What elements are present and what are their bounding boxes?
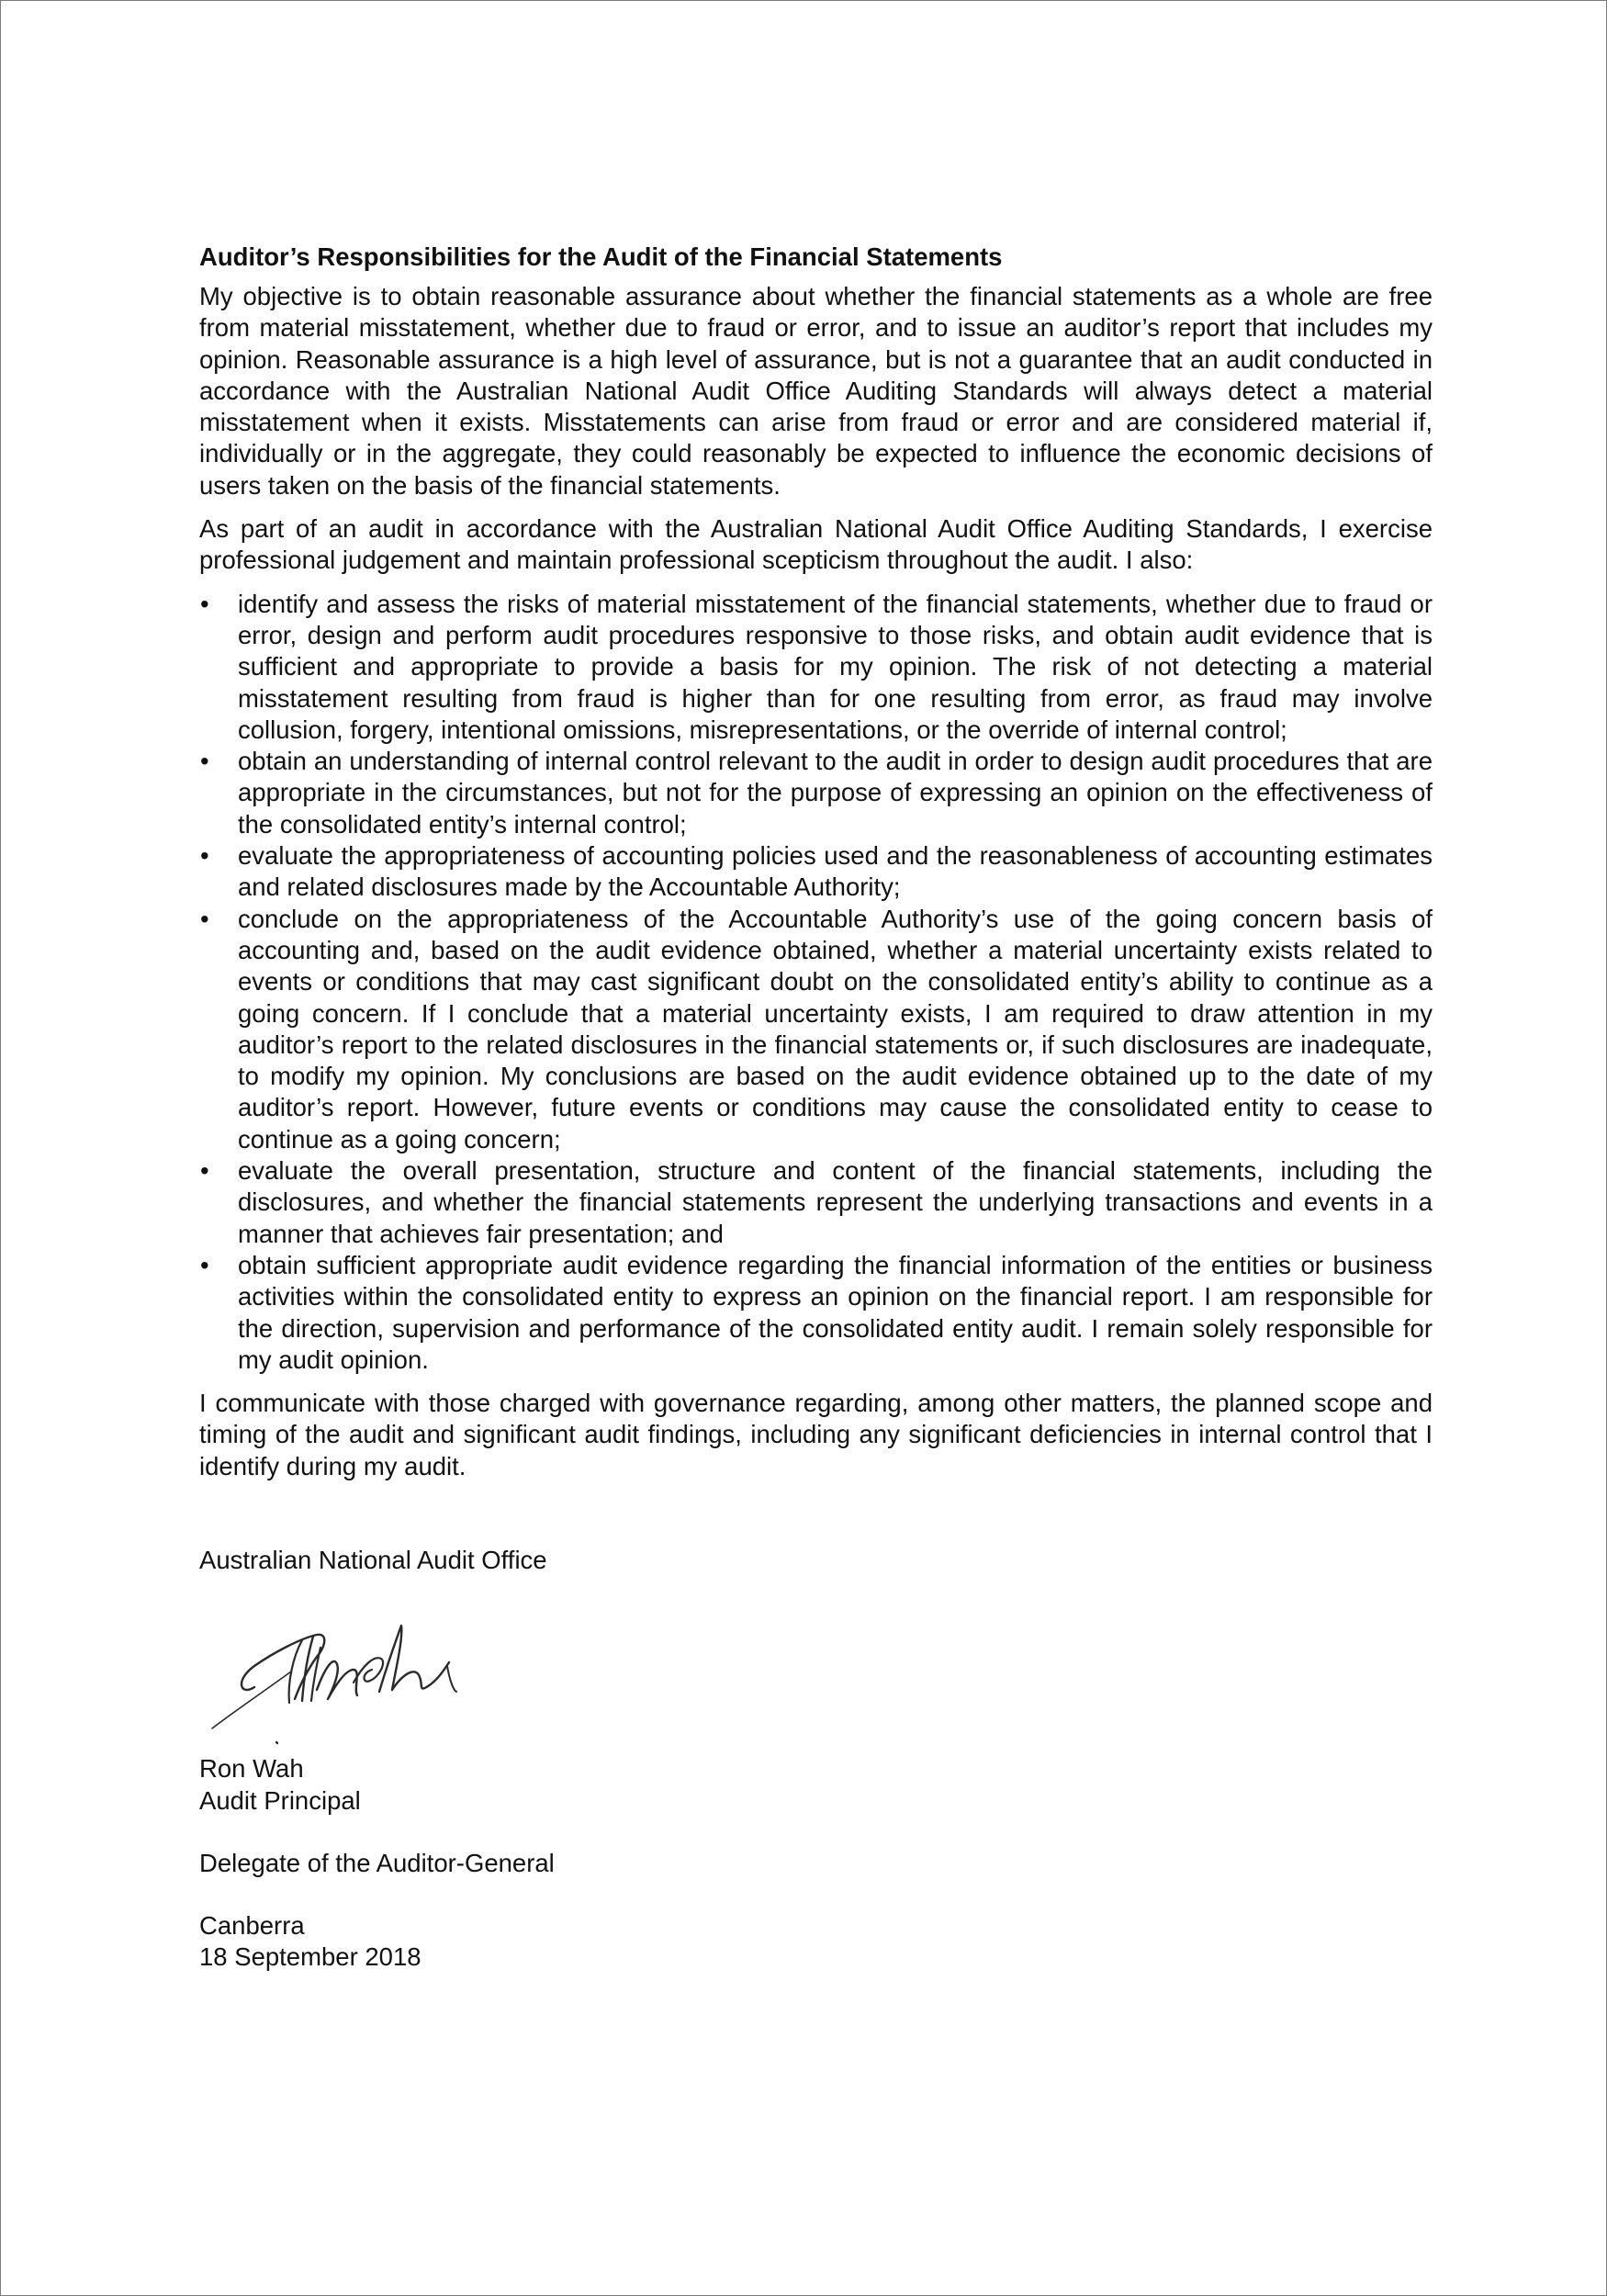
list-item: • evaluate the appropriateness of accounting policies used and the reasonableness of accounting estimates and related disclosures made by the Accountable Authority; (199, 840, 1433, 904)
responsibilities-list (199, 589, 1433, 1376)
section-heading: Auditor’s Responsibilities for the Audit of the Financial Statements (199, 242, 1003, 271)
list-item: • obtain sufficient appropriate audit evidence regarding the financial information of the entities or business activities within the consolidated entity to express an opinion on the financial report. I am responsible for the direction, supervision and performance of the consolidated entity audit. I remain solely responsible for my audit opinion. (199, 1250, 1433, 1376)
objective-paragraph: My objective is to obtain reasonable assurance about whether the financial statements as a whole are free from material misstatement, whether due to fraud or error, and to issue an auditor’s report that includes my opinion. Reasonable assurance is a high level of assurance, but is not a guarantee that an audit conducted in accordance with the Australian National Audit Office Auditing Standards will always detect a material misstatement when it exists. Misstatements can arise from fraud or error and are considered material if, individually or in the aggregate, they could reasonably be expected to influence the economic decisions of users taken on the basis of the financial statements. (199, 282, 1433, 500)
signature-image (199, 1581, 530, 1751)
signing-date: 18 September 2018 (199, 1942, 421, 1972)
list-item: • conclude on the appropriateness of the Accountable Authority’s use of the going concern basis of accounting and, based on the audit evidence obtained, whether a material uncertainty exists related to events or conditions that may cast significant doubt on the consolidated entity’s ability to continue as a going concern. If I conclude that a material uncertainty exists, I am required to draw attention in my auditor’s report to the related disclosures in the financial statements or, if such disclosures are inadequate, to modify my opinion. My conclusions are based on the audit evidence obtained up to the date of my auditor’s report. However, future events or conditions may cause the consolidated entity to cease to continue as a going concern; (199, 904, 1433, 1155)
document-content (199, 242, 1433, 1974)
delegation-line: Delegate of the Auditor-General (199, 1848, 555, 1877)
list-item: • identify and assess the risks of material misstatement of the financial statements, whether due to fraud or error, design and perform audit procedures responsive to those risks, and obtain audit evidence that is sufficient and appropriate to provide a basis for my opinion. The risk of not detecting a material misstatement resulting from fraud is higher than for one resulting from error, as fraud may involve collusion, forgery, intentional omissions, misrepresentations, or the override of internal control; (199, 589, 1433, 746)
place-date-block (199, 1910, 1433, 1974)
signatory-block (199, 1753, 1433, 1817)
signatory-name: Ron Wah (199, 1754, 304, 1784)
organisation-name: Australian National Audit Office (199, 1545, 547, 1574)
signatory-title: Audit Principal (199, 1785, 361, 1815)
part-of-audit-paragraph: As part of an audit in accordance with the Australian National Audit Office Auditing Standards, I exercise professional judgement and maintain professional scepticism throughout the audit. I also: (199, 514, 1433, 575)
list-item: • evaluate the overall presentation, structure and content of the financial statements, including the disclosures, and whether the financial statements represent the underlying transactions and events in a manner that achieves fair presentation; and (199, 1155, 1433, 1250)
list-item: • obtain an understanding of internal control relevant to the audit in order to design audit procedures that are appropriate in the circumstances, but not for the purpose of expressing an opinion on the effectiveness of the consolidated entity’s internal control; (199, 746, 1433, 840)
communication-paragraph: I communicate with those charged with governance regarding, among other matters, the planned scope and timing of the audit and significant audit findings, including any significant deficiencies in internal control that I identify during my audit. (199, 1389, 1433, 1480)
signing-place: Canberra (199, 1911, 305, 1941)
